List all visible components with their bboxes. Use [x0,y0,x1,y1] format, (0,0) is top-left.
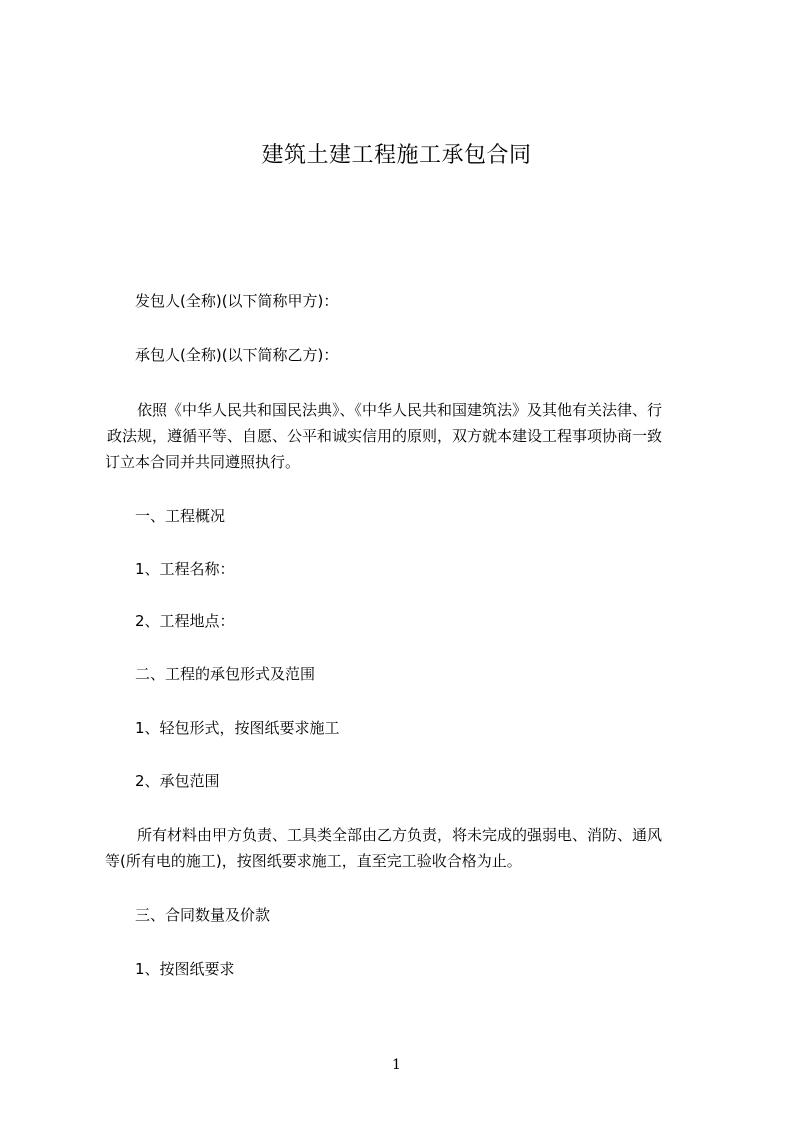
preamble-line-2: 政法规，遵循平等、自愿、公平和诚实信用的原则，双方就本建设工程事项协商一致 [107,427,663,445]
page-number: 1 [392,1057,401,1073]
section-3-heading: 三、合同数量及价款 [135,906,271,924]
quantity-line: 1、按图纸要求 [135,960,235,978]
project-location-line: 2、工程地点： [135,612,235,630]
preamble-line-1: 依照《中华人民共和国民法典》、《中华人民共和国建筑法》及其他有关法律、行 [137,401,663,419]
document-title: 建筑土建工程施工承包合同 [261,143,532,168]
contract-form-line: 1、轻包形式，按图纸要求施工 [135,719,340,737]
section-2-heading: 二、工程的承包形式及范围 [135,665,316,683]
section-1-heading: 一、工程概况 [135,507,226,525]
scope-line-2: 等(所有电的施工)，按图纸要求施工，直至完工验收合格为止。 [105,852,522,870]
contract-scope-heading: 2、承包范围 [135,772,220,790]
party-b-line: 承包人(全称)(以下简称乙方)： [135,346,339,364]
scope-line-1: 所有材料由甲方负责、工具类全部由乙方负责，将未完成的强弱电、消防、通风 [137,826,663,844]
preamble-line-3: 订立本合同并共同遵照执行。 [105,453,301,471]
project-name-line: 1、工程名称： [135,560,235,578]
party-a-line: 发包人(全称)(以下简称甲方)： [135,292,339,310]
